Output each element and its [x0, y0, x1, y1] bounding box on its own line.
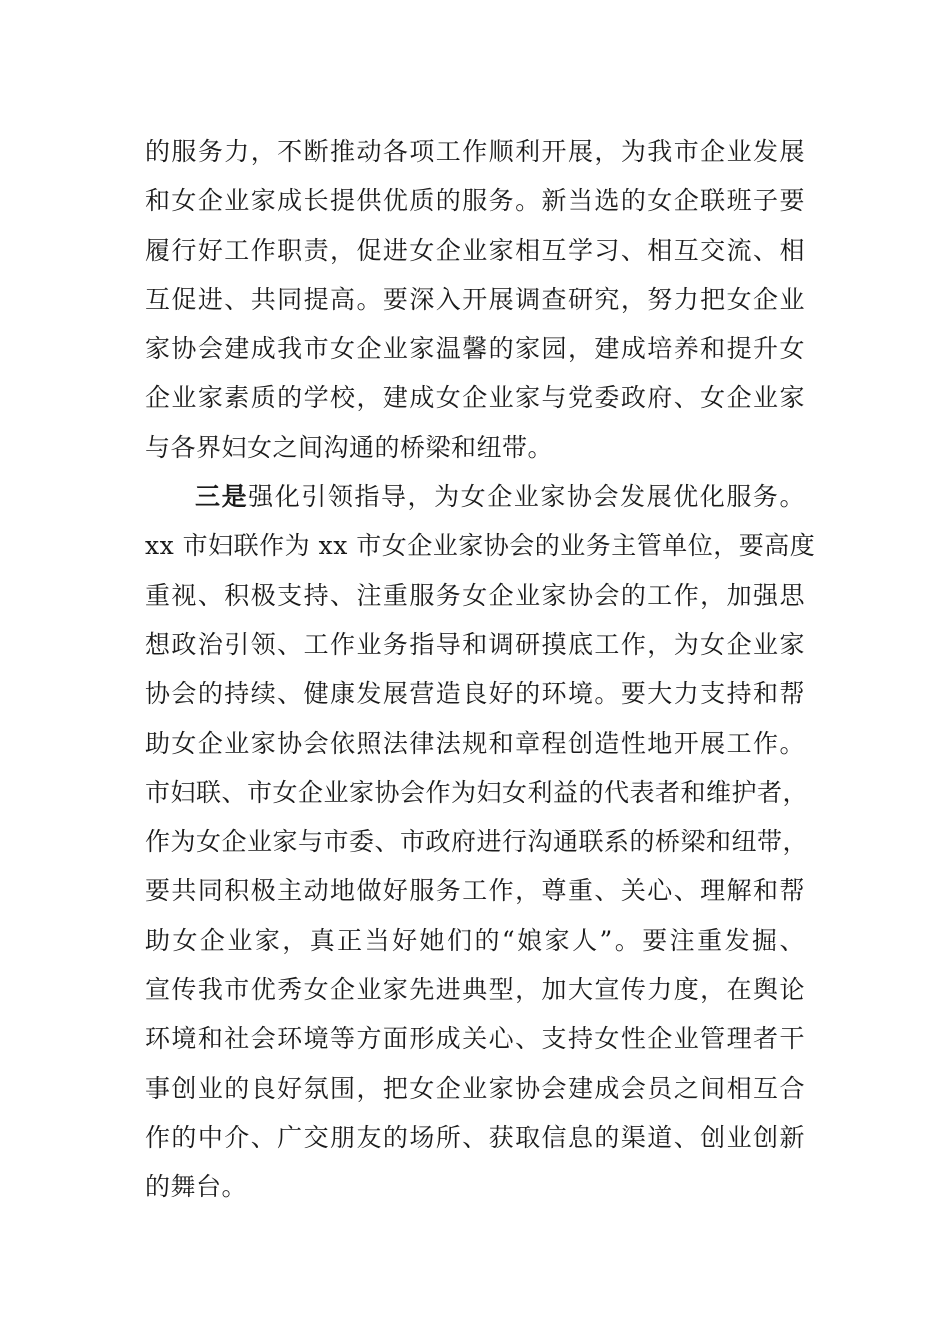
text-line: 和女企业家成长提供优质的服务。新当选的女企联班子要	[145, 186, 805, 216]
text-line: 作为女企业家与市委、市政府进行沟通联系的桥梁和纽带，	[145, 827, 809, 857]
text-line: 的服务力，不断推动各项工作顺利开展，为我市企业发展	[145, 137, 805, 166]
text-line: 履行好工作职责，促进女企业家相互学习、相互交流、相	[145, 235, 805, 265]
text-line: 事创业的良好氛围，把女企业家协会建成会员之间相互合	[145, 1073, 805, 1103]
paragraph-three	[145, 472, 816, 1211]
text-line: xx 市妇联作为 xx 市女企业家协会的业务主管单位，要高度	[145, 531, 816, 561]
paragraph-lead: 三是	[195, 482, 249, 512]
text-line: 宣传我市优秀女企业家先进典型，加大宣传力度，在舆论	[145, 975, 805, 1005]
text-line: 市妇联、市女企业家协会作为妇女利益的代表者和维护者，	[145, 777, 809, 807]
text-line: 助女企业家，真正当好她们的“娘家人”。要注重发掘、	[145, 925, 805, 955]
text-line: 企业家素质的学校，建成女企业家与党委政府、女企业家	[145, 383, 805, 413]
text-line: 作的中介、广交朋友的场所、获取信息的渠道、创业创新	[145, 1122, 805, 1152]
text-line: 家协会建成我市女企业家温馨的家园，建成培养和提升女	[145, 334, 805, 364]
text-line: 协会的持续、健康发展营造良好的环境。要大力支持和帮	[145, 679, 805, 709]
text-line: 与各界妇女之间沟通的桥梁和纽带。	[145, 432, 554, 462]
paragraph-three-first-line	[145, 472, 805, 521]
text-line: 互促进、共同提高。要深入开展调查研究，努力把女企业	[145, 284, 805, 314]
text-line: 助女企业家协会依照法律法规和章程创造性地开展工作。	[145, 728, 805, 758]
text-line: 的舞台。	[145, 1172, 248, 1202]
paragraph-first-line-text: 强化引领指导，为女企业家协会发展优化服务。	[248, 482, 805, 512]
body-text	[145, 127, 816, 1212]
text-line: 环境和社会环境等方面形成关心、支持女性企业管理者干	[145, 1024, 805, 1054]
paragraph-continued	[145, 127, 805, 472]
text-line: 重视、积极支持、注重服务女企业家协会的工作，加强思	[145, 580, 805, 610]
text-line: 想政治引领、工作业务指导和调研摸底工作，为女企业家	[145, 629, 805, 659]
text-line: 要共同积极主动地做好服务工作，尊重、关心、理解和帮	[145, 876, 805, 906]
